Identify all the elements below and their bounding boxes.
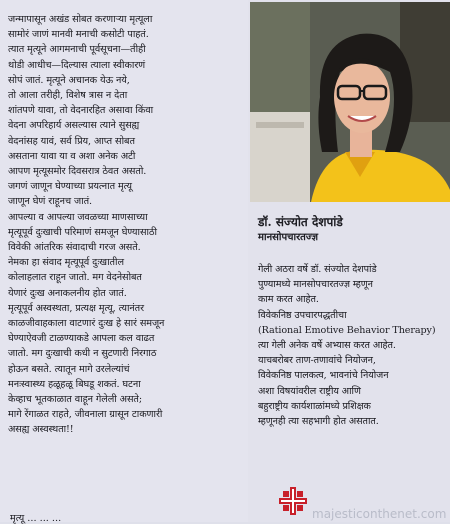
article-body-text: जन्मापासून अखंड सोबत करणाऱ्या मृत्यूला सामोरं जाणं मानवी मनाची कसोटी पाहतं. त्यात मृत्यूने आगमनाची पूर्वसूचना—तीही थोडी आधीच—दिल्यास त्याला स्वीकारणं सोपं जातं. मृत्यूने अचानक येऊ नये, तो आला तरीही, विशेष त्रास न देता शांतपणे यावा, तो वेदनारहित असावा किंवा वेदना अपरिहार्य असल्यास त्याने सुसह्य वेदनांसह यावं, सर्व प्रिय, आप्त सोबत असताना यावा या व अशा अनेक अटी आपण मृत्यूसमोर दिवसरात्र ठेवत असतो. जगणं जाणून घेण्याच्या प्रयत्नात मृत्यू जाणून घेणं राहूनच जातं. आपल्या व आपल्या जवळच्या माणसाच्या मृत्यूपूर्व दुःखाची परिमाणं समजून घेण्यासाठी विवेकी आंतरिक संवादाची गरज असते. नेमका हा संवाद मृत्यूपूर्व दुःखातील कोलाहलात राहून जातो. मग वेदनेसोबत येणारं दुःख अनाकलनीय होत जातं. मृत्यूपूर्व अस्वस्थता, प्रत्यक्ष मृत्यू, त्यानंतर काळजीवाहकाला वाटणारं दुःख हे सारं समजून घेण्याऐवजी टाळण्याकडे आपला कल वाढत जातो. मग दुःखाची कधी न सुटणारी निरगाठ होऊन बसते. त्यातून मागे उरलेल्यांचं मनःस्वास्थ्य हळूहळू बिघडू शकतं. घटना केव्हाच भूतकाळात वाहून गेलेली असते; मागे रेंगाळत राहते, जीवनाला ग्रासून टाकणारी असह्य अस्वस्थता!! (8, 14, 165, 436)
author-photo (250, 2, 450, 202)
author-title: मानसोपचारतज्ज्ञ (258, 232, 319, 243)
author-bio: गेली अठरा वर्षे डॉ. संज्योत देशपांडे पुण्यामध्ये मानसोपचारतज्ज्ञ म्हणून काम करत आहेत. विवेकनिष्ठ उपचारपद्धतीचा (Rational Emotive Behavior Therapy) त्या गेली अनेक वर्षे अभ्यास करत आहेत. याचबरोबर ताण-तणावांचे नियोजन, विवेकनिष्ठ पालकत्व, भावनांचे नियोजन अशा विषयांवरील राष्ट्रीय आणि बहुराष्ट्रीय कार्यशाळांमध्ये प्रशिक्षक म्हणूनही त्या सहभागी होत असतात. (258, 264, 436, 428)
cut-off-text-line: मृत्यू ... ... ... (10, 513, 62, 524)
publisher-logo-icon (278, 486, 308, 516)
watermark-text: majesticonthenet.com (312, 507, 447, 521)
author-name: डॉ. संज्योत देशपांडे (258, 215, 343, 229)
